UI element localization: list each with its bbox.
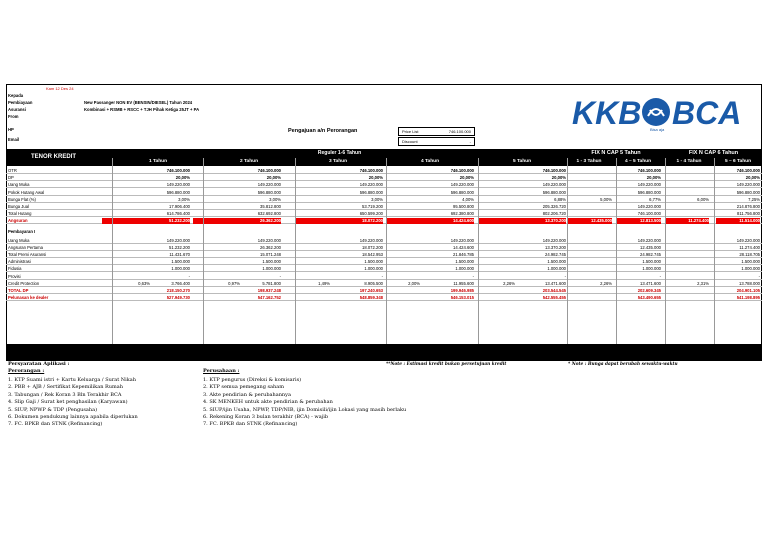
table-cell: 3,00% [371,196,383,202]
table-cell: 20,00% [368,175,383,181]
total-cell: 546.153.015 [450,295,474,301]
table-cell: 26.362.200 [260,244,281,250]
table-cell: 13.370.200 [545,244,566,250]
table-cell: 746.100.000 [257,168,281,173]
total-cell: 543.490.655 [637,295,661,301]
grid-line [616,158,617,344]
table-cell: 1.000.000 [364,266,383,272]
row-label: Provisi [8,273,21,279]
requirement-item: 4. Slip Gaji / Surat ket penghasilan (Karyawan) [8,399,128,406]
discount-box [398,137,475,146]
table-cell: 214.876.800 [736,204,760,209]
total-cell: 204.901.105 [736,288,760,293]
table-cell: 7,25% [748,196,760,202]
table-cell: 26.362.200 [193,218,281,224]
persyaratan-title: Persyaratan Aplikasi : [8,361,70,367]
table-cell: 149.220.000 [450,182,474,188]
table-cell: 6,77% [649,196,661,202]
table-cell: 596.880.000 [542,189,566,195]
requirement-item: 3. Akte pendirian & perubahannya [203,391,291,398]
asuransi-label: Asuransi [8,107,26,112]
row-label: Angsuran [8,218,28,224]
table-cell: 746.100.000 [736,168,760,173]
total-cell: 11.955.600 [453,280,474,286]
table-cell: 11.431.670 [169,252,190,257]
table-cell: 20,00% [459,175,474,181]
row-label: Angsuran Pertama [8,244,43,250]
requirement-item: 4. SK MENKEH untuk akte pendirian & perubahan [203,399,333,406]
table-cell: 15.071.248 [260,252,281,257]
table-cell: 11.274.400 [739,244,760,250]
table-cell: 17.906.400 [169,204,190,209]
table-cell: 149.220.000 [359,237,383,243]
table-cell: 149.220.000 [359,182,383,188]
table-cell: 149.220.000 [736,237,760,243]
table-cell: 3,00% [269,196,281,202]
table-cell: 746.100.000 [450,168,474,173]
table-cell: 1.000.000 [262,266,281,272]
pct-cell: 0,97% [228,280,240,286]
table-cell: 149.220.000 [542,237,566,243]
group-regular: Reguler 1-6 Tahun [112,149,567,158]
perusahaan-title: Perusahaan : [203,368,240,374]
row-label: Uang Muka [8,182,30,188]
table-cell: 51.232.200 [102,218,190,224]
column-header: 1 - 3 Tahun [576,159,602,164]
table-cell: - [279,273,281,279]
table-cell: 12.435.000 [568,218,612,224]
table-cell: 35.812.800 [260,204,281,209]
table-cell: 18.542.953 [362,252,383,257]
table-cell: 746.100.000 [542,168,566,173]
table-cell: 28.118.705 [739,252,760,257]
table-cell: 1.500.000 [262,259,281,265]
row-label: Credit Protection [8,280,40,286]
table-cell: 149.220.000 [637,182,661,188]
grid-line [386,158,387,344]
column-header: 1 - 4 Tahun [676,159,702,164]
row-label: Pelunasan ke dealer [8,295,49,301]
table-cell: 149.220.000 [542,182,566,188]
grid-line [295,158,296,344]
grid-line [203,158,204,344]
row-label: Administrasi [8,259,31,265]
table-cell: 746.100.000 [359,168,383,173]
row-label: Total Premi Asuransi [8,252,47,257]
total-cell: 199.946.985 [450,288,474,293]
requirement-item: 5. SIUP/ijin Usaha, NPWP, TDP/NIB, ijin Domisili/ijin Lokasi yang masih berlaku [203,406,407,413]
table-cell: 1.500.000 [741,259,760,265]
pct-cell: 2,26% [600,280,612,286]
total-cell: 527.949.730 [166,295,190,301]
table-cell: 1.000.000 [171,266,190,272]
grid-line [112,158,113,344]
table-cell: 24.982.745 [640,252,661,257]
tenor-header [6,149,112,166]
table-cell: 21.846.785 [453,252,474,257]
row-label: TOTAL DP [8,288,29,293]
table-cell: - [381,273,383,279]
row-label: Pokok Hutang Awal [8,189,45,195]
total-cell: 13.471.600 [545,280,566,286]
requirement-item: 2. PBB + AJB / Sertifikat Kepemilikan Rumah [8,384,123,391]
requirement-item: 1. KTP pengurus (Direksi & komisaris) [203,377,302,383]
logo-kkb-text: KKB [572,95,642,131]
table-cell: 20,00% [745,175,760,181]
pct-cell: 2,00% [408,280,420,286]
row-label: DP [8,175,14,181]
table-cell: 1.000.000 [547,266,566,272]
column-header: 5 Tahun [512,159,532,164]
pct-cell: 2,26% [503,280,515,286]
price-list-box [398,127,475,136]
asuransi-value: Kombinasi + RSMB + RSCC + TJH Pihak Ketiga 25JT + PA [84,107,200,112]
table-cell: 802.206.720 [542,211,566,217]
table-cell: 149.220.000 [257,237,281,243]
table-cell: 20,00% [175,175,190,181]
table-cell: 1.000.000 [455,266,474,272]
table-cell: 149.220.000 [736,182,760,188]
table-cell: 51.232.200 [169,244,190,250]
pembiayaan-label: Pembiayaan [8,100,33,105]
requirement-item: 2. KTP semua pemegang saham [203,384,284,391]
column-header: 3 Tahun [328,159,348,164]
discount-label: Discount [402,139,418,144]
table-cell: 692.380.800 [450,211,474,217]
requirement-item: 7. FC. BPKB dan STNK (Refinancing) [8,421,103,428]
table-cell: 596.880.000 [450,189,474,195]
requirement-item: 6. Rekening Koran 3 bulan terakhir (BCA) - wajib [203,414,329,421]
table-cell: 4,00% [462,196,474,202]
row-label: Total Hutang [8,211,32,217]
table-cell: 596.880.000 [637,189,661,195]
table-cell: 6,00% [697,196,709,202]
group-fix6: FIX N CAP 6 Tahun [665,149,762,158]
price-list-label: Price List [402,129,419,134]
total-cell: 13.788.000 [739,280,760,286]
table-cell: 1.500.000 [171,259,190,265]
table-cell: 12.435.000 [640,244,661,250]
table-cell: 12.813.500 [617,218,661,224]
table-cell: 614.786.400 [166,211,190,217]
discount-value: - [469,139,471,144]
table-cell: 11.274.400 [665,218,709,224]
table-cell: 746.100.000 [637,168,661,173]
row-label: Bunga Flat (%) [8,196,36,202]
group-fix5: FIX N CAP 5 Tahun [567,149,665,158]
table-cell: 95.500.800 [453,204,474,209]
table-cell: 13.370.200 [478,218,566,224]
table-cell: 11.514.000 [716,218,760,224]
table-cell: 18.072.200 [295,218,383,224]
table-cell: 1.000.000 [741,266,760,272]
note-bunga: * Note : Bunga dapat berubah sewaktu-waktu [568,362,678,367]
column-header: 5 – 6 Tahun [724,159,752,164]
table-cell: 149.220.000 [166,237,190,243]
grid-line [478,158,479,344]
total-cell: 541.198.895 [736,295,760,301]
table-cell: 14.424.600 [386,218,474,224]
requirement-item: 7. FC. BPKB dan STNK (Refinancing) [203,421,298,428]
table-cell: 746.100.000 [166,168,190,173]
grid-line [714,158,715,344]
table-cell: 149.220.000 [257,182,281,188]
table-cell: 1.000.000 [642,266,661,272]
footer-band [6,344,762,361]
table-cell: 6,88% [554,196,566,202]
total-cell: 203.544.545 [542,288,566,293]
table-cell: - [758,273,760,279]
total-cell: 542.555.455 [542,295,566,301]
table-cell: 811.756.800 [737,211,760,217]
table-cell: 20,00% [266,175,281,181]
column-header: 1 Tahun [148,159,168,164]
bca-emblem-icon [642,98,670,126]
email-label: Email [8,137,20,142]
pct-cell: 1,49% [318,280,330,286]
table-cell: 18.072.200 [362,244,383,250]
logo-bca-text: BCA [672,95,742,131]
requirement-item: 5. SIUP, NPWP & TDP (Pengusaha) [8,406,98,413]
table-cell: 596.880.000 [359,189,383,195]
table-cell: 5,00% [600,196,612,202]
table-cell: - [188,273,190,279]
total-cell: 197.240.653 [359,288,383,293]
pct-cell: 0,63% [138,280,150,286]
table-cell: 746.100.000 [637,211,661,217]
tenor-label: TENOR KREDIT [31,154,76,160]
table-cell: 596.880.000 [257,189,281,195]
total-cell: 5.781.800 [262,280,281,286]
table-cell: 1.500.000 [455,259,474,265]
pembayaran-label: Pembayaran I [8,228,36,234]
table-cell: 1.500.000 [364,259,383,265]
pembiayaan-value: New Passanger NON EV (BENSIN/DIESEL) Tahun 2024 [84,100,193,105]
total-cell: 547.162.752 [257,295,281,301]
row-label: OTR [8,168,17,173]
table-cell: 596.880.000 [736,189,760,195]
table-cell: 20,00% [551,175,566,181]
table-cell: 650.599.200 [359,211,383,217]
perorangan-list [8,377,138,429]
table-cell: 3,00% [178,196,190,202]
table-cell: 632.692.800 [257,211,281,217]
kkb-bca-logo [570,94,742,132]
table-cell: 149.220.000 [637,204,661,209]
grid-line [665,158,666,344]
table-cell: 1.500.000 [642,259,661,265]
hp-label: HP [8,127,14,132]
logo-tagline: Bisa aja [650,127,665,132]
total-cell: 202.609.345 [637,288,661,293]
date-label: Kam 12 Des 24 [46,86,74,91]
table-cell: 24.982.745 [545,252,566,257]
column-header: 4 Tahun [420,159,440,164]
column-header: 2 Tahun [239,159,259,164]
table-cell: 14.424.600 [453,244,474,250]
perorangan-title: Perorangan : [8,368,45,374]
table-cell: 149.220.000 [166,182,190,188]
total-cell: 8.905.500 [364,280,383,286]
table-cell: 149.220.000 [450,237,474,243]
table-cell: - [472,273,474,279]
total-cell: 218.150.270 [166,288,190,293]
kepada-label: Kepada [8,93,24,98]
total-cell: 548.859.348 [359,295,383,301]
table-cell: 1.500.000 [547,259,566,265]
table-cell: 149.220.000 [637,237,661,243]
total-cell: 13.471.600 [640,280,661,286]
row-label: Bunga Jual [8,204,29,209]
table-cell: 205.326.720 [542,204,566,209]
requirement-item: 3. Tabungan / Rek Koran 3 Bln Terakhir BCA [8,391,122,398]
requirement-item: 6. Dokumen pendukung lainnya apabila diperlukan [8,414,138,421]
total-cell: 3.766.400 [171,280,190,286]
pct-cell: 2,31% [697,280,709,286]
total-cell: 198.937.248 [257,288,281,293]
grid-line [567,158,568,344]
table-cell: - [659,273,661,279]
pengajuan-title: Pengajuan a/n Perorangan [288,128,358,134]
table-cell: - [564,273,566,279]
note-estimasi: **Note : Estimasi kredit bukan persetujuan kredit [386,362,507,367]
row-label: Uang Muka [8,237,30,243]
perusahaan-list [203,377,406,429]
table-cell: 20,00% [646,175,661,181]
from-label: From [8,114,19,119]
price-list-value: 746.100.000 [448,129,471,134]
row-label: Fidusia [8,266,22,272]
table-cell: 53.719.200 [362,204,383,209]
requirement-item: 1. KTP Suami istri + Kartu Keluarga / Surat Nikah [8,377,137,383]
column-header: 4 – 5 Tahun [624,159,652,164]
table-cell: 596.880.000 [166,189,190,195]
